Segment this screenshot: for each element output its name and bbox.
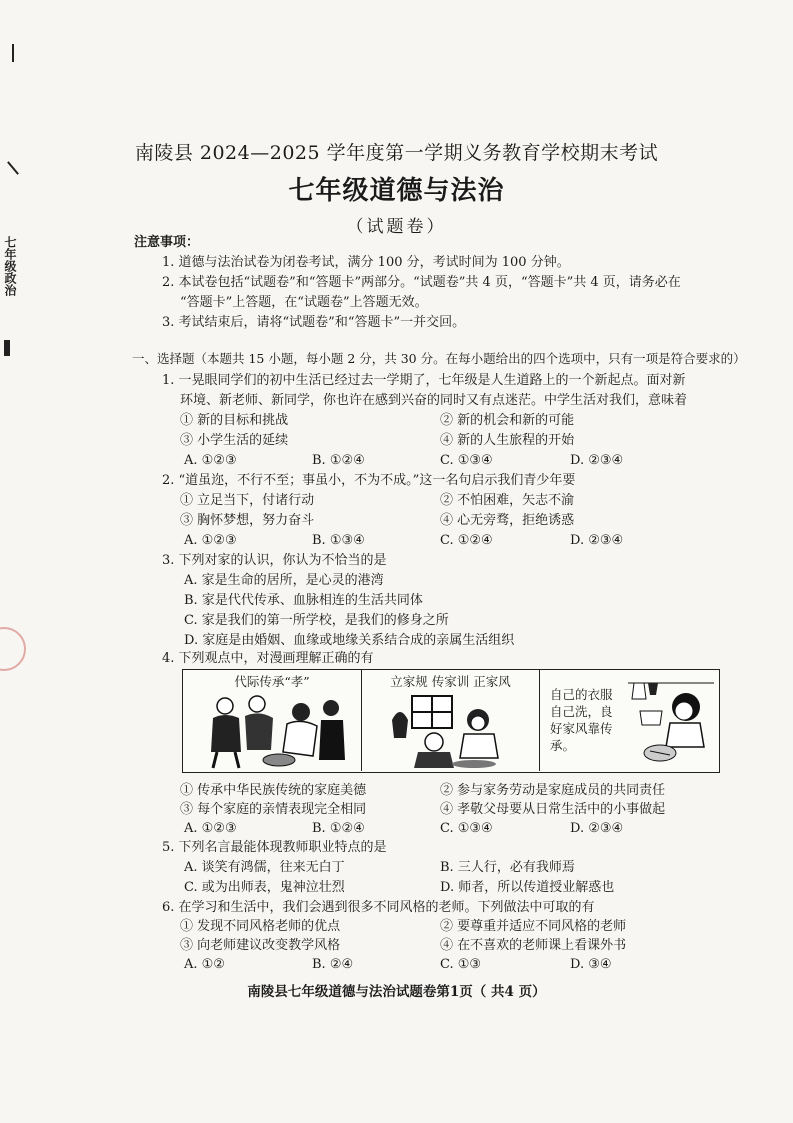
q3-option-c[interactable]: C. 家是我们的第一所学校，是我们的修身之所 bbox=[184, 613, 449, 628]
comic-panel-1 bbox=[183, 670, 361, 771]
comic-caption-3: 自己的衣服 自己洗，良 好家风靠传 承。 bbox=[550, 687, 613, 753]
q2-statement: ④ 心无旁骛，拒绝诱惑 bbox=[440, 513, 575, 528]
comic-illustration-household bbox=[362, 690, 538, 770]
q2-option-c[interactable]: C. ①②④ bbox=[440, 533, 493, 548]
notice-title: 注意事项： bbox=[134, 235, 200, 250]
q5-stem: 5. 下列名言最能体现教师职业特点的是 bbox=[162, 840, 387, 855]
exam-title: 南陵县 2024—2025 学年度第一学期义务教育学校期末考试 bbox=[134, 142, 659, 164]
q4-stem: 4. 下列观点中，对漫画理解正确的有 bbox=[162, 651, 374, 666]
q2-statement: ① 立足当下，付诸行动 bbox=[180, 493, 315, 508]
q6-option-c[interactable]: C. ①③ bbox=[440, 957, 482, 972]
q5-option-a[interactable]: A. 谈笑有鸿儒，往来无白丁 bbox=[184, 860, 345, 875]
notice-item: 2. 本试卷包括“试题卷”和“答题卡”两部分。“试题卷”共 4 页，“答题卡”共 4 页，请务必在 bbox=[162, 275, 681, 290]
q4-statement: ① 传承中华民族传统的家庭美德 bbox=[180, 783, 367, 798]
q6-statement: ① 发现不同风格老师的优点 bbox=[180, 919, 341, 934]
q6-statement: ③ 向老师建议改变教学风格 bbox=[180, 938, 341, 953]
q3-option-a[interactable]: A. 家是生命的居所，是心灵的港湾 bbox=[184, 573, 384, 588]
comic-illustration-laundry bbox=[626, 673, 716, 769]
q4-statement: ② 参与家务劳动是家庭成员的共同责任 bbox=[440, 783, 666, 798]
q3-stem: 3. 下列对家的认识，你认为不恰当的是 bbox=[162, 553, 387, 568]
q1-stem: 环境、新老师、新同学，你也许在感到兴奋的同时又有点迷茫。中学生活对我们，意味着 bbox=[180, 393, 688, 408]
q1-option-b[interactable]: B. ①②④ bbox=[312, 453, 365, 468]
notice-item: 1. 道德与法治试卷为闭卷考试，满分 100 分，考试时间为 100 分钟。 bbox=[162, 255, 570, 270]
q2-option-b[interactable]: B. ①③④ bbox=[312, 533, 365, 548]
q4-statement: ④ 孝敬父母要从日常生活中的小事做起 bbox=[440, 802, 666, 817]
q1-stem: 1. 一晃眼同学们的初中生活已经过去一学期了，七年级是人生道路上的一个新起点。面对新 bbox=[162, 373, 686, 388]
q2-option-d[interactable]: D. ②③④ bbox=[570, 533, 624, 548]
q5-option-c[interactable]: C. 或为出师表，鬼神泣壮烈 bbox=[184, 880, 345, 895]
q2-statement: ③ 胸怀梦想，努力奋斗 bbox=[180, 513, 315, 528]
page-footer: 南陵县七年级道德与法治试题卷第1页（ 共4 页） bbox=[247, 984, 546, 1000]
q1-option-c[interactable]: C. ①③④ bbox=[440, 453, 493, 468]
q5-option-d[interactable]: D. 师者，所以传道授业解惑也 bbox=[440, 880, 615, 895]
q1-option-d[interactable]: D. ②③④ bbox=[570, 453, 624, 468]
q1-option-a[interactable]: A. ①②③ bbox=[184, 453, 237, 468]
comic-illustration-family bbox=[183, 690, 359, 770]
q1-statement: ④ 新的人生旅程的开始 bbox=[440, 433, 575, 448]
q6-stem: 6. 在学习和生活中，我们会遇到很多不同风格的老师。下列做法中可取的有 bbox=[162, 900, 595, 915]
q6-option-d[interactable]: D. ③④ bbox=[570, 957, 612, 972]
q4-option-a[interactable]: A. ①②③ bbox=[184, 821, 237, 836]
comic-panel-2 bbox=[361, 670, 539, 771]
q3-option-b[interactable]: B. 家是代代传承、血脉相连的生活共同体 bbox=[184, 593, 423, 608]
subject-title: 七年级道德与法治 bbox=[288, 176, 505, 206]
q6-statement: ④ 在不喜欢的老师课上看课外书 bbox=[440, 938, 627, 953]
comic-caption-1: 代际传承“孝” bbox=[234, 674, 310, 689]
paper-type: （试题卷） bbox=[346, 217, 447, 237]
q2-statement: ② 不怕困难，矢志不渝 bbox=[440, 493, 575, 508]
q4-option-d[interactable]: D. ②③④ bbox=[570, 821, 624, 836]
q6-statement: ② 要尊重并适应不同风格的老师 bbox=[440, 919, 627, 934]
side-subject-label: 七年级政治 bbox=[3, 236, 17, 296]
section-title: 一、选择题（本题共 15 小题，每小题 2 分，共 30 分。在每小题给出的四个选项中，只有一项是符合要求的） bbox=[132, 351, 746, 366]
comic-panel-3 bbox=[539, 670, 718, 771]
q2-stem: 2. “道虽迩，不行不至；事虽小，不为不成。”这一名句启示我们青少年要 bbox=[162, 473, 576, 488]
q4-option-b[interactable]: B. ①②④ bbox=[312, 821, 365, 836]
q5-option-b[interactable]: B. 三人行，必有我师焉 bbox=[440, 860, 575, 875]
q4-option-c[interactable]: C. ①③④ bbox=[440, 821, 493, 836]
q3-option-d[interactable]: D. 家庭是由婚姻、血缘或地缘关系结合成的亲属生活组织 bbox=[184, 633, 515, 648]
comic-caption-2: 立家规 传家训 正家风 bbox=[390, 674, 511, 689]
q1-statement: ② 新的机会和新的可能 bbox=[440, 413, 575, 428]
comic-strip bbox=[182, 669, 720, 773]
q2-option-a[interactable]: A. ①②③ bbox=[184, 533, 237, 548]
margin-mark-top bbox=[12, 44, 14, 62]
q6-option-b[interactable]: B. ②④ bbox=[312, 957, 354, 972]
q1-statement: ① 新的目标和挑战 bbox=[180, 413, 289, 428]
q1-statement: ③ 小学生活的延续 bbox=[180, 433, 289, 448]
notice-item: 3. 考试结束后，请将“试题卷”和“答题卡”一并交回。 bbox=[162, 315, 466, 330]
stamp-mark bbox=[0, 627, 26, 671]
notice-item: “答题卡”上答题，在“试题卷”上答题无效。 bbox=[180, 295, 428, 310]
q6-option-a[interactable]: A. ①② bbox=[184, 957, 225, 972]
q4-statement: ③ 每个家庭的亲情表现完全相同 bbox=[180, 802, 367, 817]
margin-mark-block bbox=[4, 340, 10, 356]
